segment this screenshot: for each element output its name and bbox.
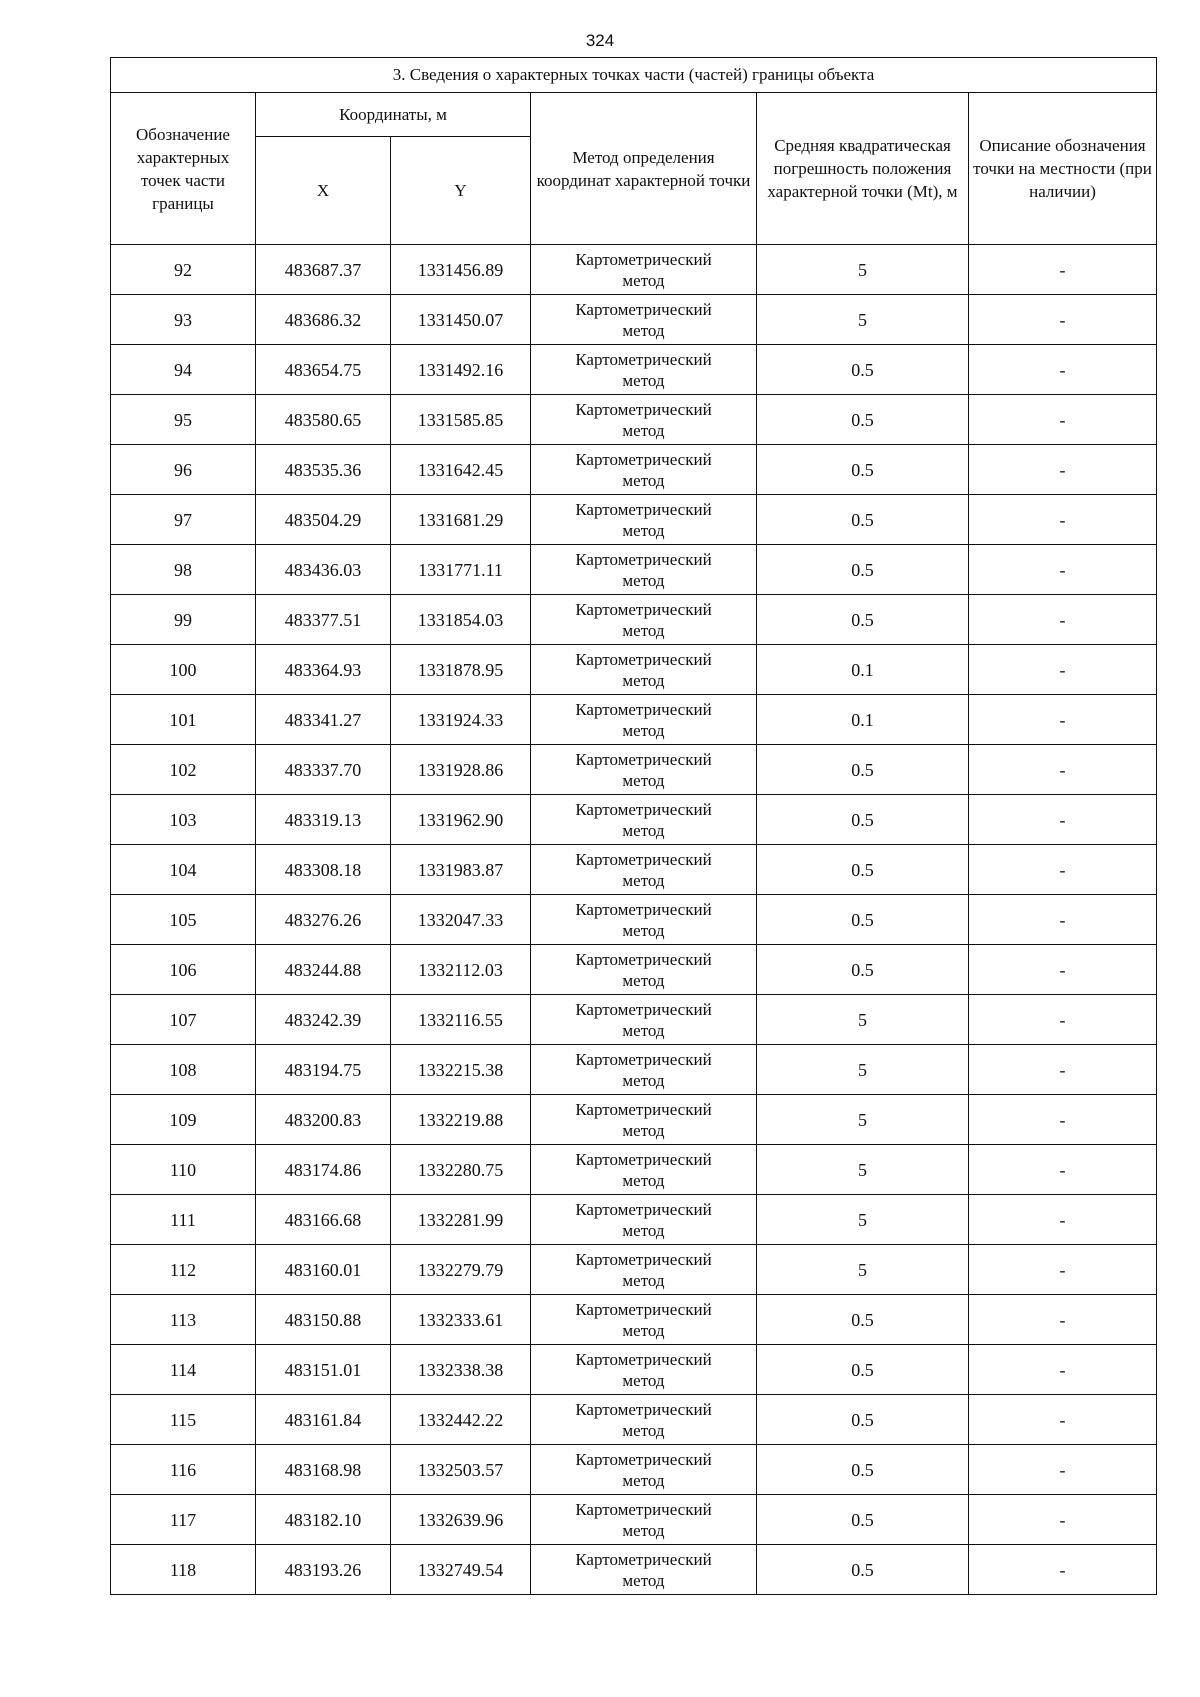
method-line-2: метод bbox=[622, 820, 665, 840]
cell-description: - bbox=[969, 545, 1157, 595]
method-line-2: метод bbox=[622, 570, 665, 590]
cell-method bbox=[531, 445, 757, 495]
table-row bbox=[111, 795, 1157, 845]
cell-y: 1332442.22 bbox=[391, 1395, 531, 1445]
table-row bbox=[111, 1395, 1157, 1445]
cell-method bbox=[531, 495, 757, 545]
method-line-1: Картометрический bbox=[575, 499, 712, 519]
cell-x: 483276.26 bbox=[256, 895, 391, 945]
table-row bbox=[111, 645, 1157, 695]
cell-method bbox=[531, 1345, 757, 1395]
method-line-2: метод bbox=[622, 1370, 665, 1390]
cell-description: - bbox=[969, 1095, 1157, 1145]
cell-method bbox=[531, 1145, 757, 1195]
cell-x: 483174.86 bbox=[256, 1145, 391, 1195]
cell-error: 0.5 bbox=[757, 1295, 969, 1345]
method-line-1: Картометрический bbox=[575, 1199, 712, 1219]
cell-point: 98 bbox=[111, 545, 256, 595]
cell-point: 113 bbox=[111, 1295, 256, 1345]
cell-x: 483242.39 bbox=[256, 995, 391, 1045]
cell-error: 5 bbox=[757, 1195, 969, 1245]
method-line-2: метод bbox=[622, 770, 665, 790]
cell-x: 483341.27 bbox=[256, 695, 391, 745]
method-line-2: метод bbox=[622, 670, 665, 690]
cell-error: 5 bbox=[757, 1095, 969, 1145]
method-line-1: Картометрический bbox=[575, 1149, 712, 1169]
method-line-2: метод bbox=[622, 1170, 665, 1190]
method-line-2: метод bbox=[622, 1320, 665, 1340]
cell-error: 5 bbox=[757, 295, 969, 345]
method-line-1: Картометрический bbox=[575, 699, 712, 719]
cell-y: 1332333.61 bbox=[391, 1295, 531, 1345]
method-line-2: метод bbox=[622, 1420, 665, 1440]
header-x: X bbox=[256, 137, 391, 245]
cell-method bbox=[531, 1545, 757, 1595]
table-row bbox=[111, 495, 1157, 545]
method-line-2: метод bbox=[622, 1470, 665, 1490]
cell-description: - bbox=[969, 345, 1157, 395]
cell-description: - bbox=[969, 495, 1157, 545]
cell-point: 107 bbox=[111, 995, 256, 1045]
cell-x: 483337.70 bbox=[256, 745, 391, 795]
cell-method bbox=[531, 545, 757, 595]
table-row bbox=[111, 1345, 1157, 1395]
cell-y: 1331681.29 bbox=[391, 495, 531, 545]
cell-description: - bbox=[969, 745, 1157, 795]
method-line-1: Картометрический bbox=[575, 799, 712, 819]
cell-description: - bbox=[969, 395, 1157, 445]
method-line-2: метод bbox=[622, 970, 665, 990]
cell-y: 1332112.03 bbox=[391, 945, 531, 995]
cell-error: 0.5 bbox=[757, 595, 969, 645]
cell-error: 0.5 bbox=[757, 545, 969, 595]
cell-x: 483161.84 bbox=[256, 1395, 391, 1445]
method-line-2: метод bbox=[622, 1020, 665, 1040]
cell-x: 483194.75 bbox=[256, 1045, 391, 1095]
boundary-points-table bbox=[110, 57, 1157, 1595]
table-row bbox=[111, 895, 1157, 945]
cell-point: 112 bbox=[111, 1245, 256, 1295]
cell-y: 1331585.85 bbox=[391, 395, 531, 445]
method-line-2: метод bbox=[622, 320, 665, 340]
table-row bbox=[111, 345, 1157, 395]
method-line-1: Картометрический bbox=[575, 1549, 712, 1569]
method-line-2: метод bbox=[622, 620, 665, 640]
method-line-1: Картометрический bbox=[575, 749, 712, 769]
method-line-2: метод bbox=[622, 270, 665, 290]
table-row bbox=[111, 595, 1157, 645]
cell-x: 483580.65 bbox=[256, 395, 391, 445]
method-line-1: Картометрический bbox=[575, 949, 712, 969]
method-line-1: Картометрический bbox=[575, 449, 712, 469]
method-line-1: Картометрический bbox=[575, 1449, 712, 1469]
cell-method bbox=[531, 1445, 757, 1495]
cell-point: 115 bbox=[111, 1395, 256, 1445]
cell-point: 100 bbox=[111, 645, 256, 695]
method-line-1: Картометрический bbox=[575, 649, 712, 669]
cell-error: 5 bbox=[757, 1045, 969, 1095]
cell-description: - bbox=[969, 1395, 1157, 1445]
cell-point: 101 bbox=[111, 695, 256, 745]
cell-point: 105 bbox=[111, 895, 256, 945]
cell-point: 99 bbox=[111, 595, 256, 645]
cell-description: - bbox=[969, 1445, 1157, 1495]
cell-x: 483654.75 bbox=[256, 345, 391, 395]
cell-x: 483436.03 bbox=[256, 545, 391, 595]
cell-point: 94 bbox=[111, 345, 256, 395]
cell-y: 1332280.75 bbox=[391, 1145, 531, 1195]
cell-method bbox=[531, 1095, 757, 1145]
method-line-1: Картометрический bbox=[575, 1099, 712, 1119]
table-row bbox=[111, 1495, 1157, 1545]
cell-method bbox=[531, 345, 757, 395]
method-line-1: Картометрический bbox=[575, 1249, 712, 1269]
cell-method bbox=[531, 745, 757, 795]
cell-error: 0.5 bbox=[757, 1495, 969, 1545]
method-line-1: Картометрический bbox=[575, 249, 712, 269]
page-number: 324 bbox=[585, 31, 615, 50]
cell-method bbox=[531, 995, 757, 1045]
cell-y: 1331642.45 bbox=[391, 445, 531, 495]
cell-description: - bbox=[969, 1195, 1157, 1245]
cell-description: - bbox=[969, 795, 1157, 845]
cell-y: 1332279.79 bbox=[391, 1245, 531, 1295]
cell-y: 1332338.38 bbox=[391, 1345, 531, 1395]
header-y: Y bbox=[391, 137, 531, 245]
cell-method bbox=[531, 245, 757, 295]
cell-error: 0.5 bbox=[757, 745, 969, 795]
method-line-1: Картометрический bbox=[575, 999, 712, 1019]
cell-point: 104 bbox=[111, 845, 256, 895]
method-line-1: Картометрический bbox=[575, 1349, 712, 1369]
cell-x: 483244.88 bbox=[256, 945, 391, 995]
cell-description: - bbox=[969, 1295, 1157, 1345]
cell-y: 1331456.89 bbox=[391, 245, 531, 295]
cell-description: - bbox=[969, 895, 1157, 945]
cell-point: 95 bbox=[111, 395, 256, 445]
cell-description: - bbox=[969, 1345, 1157, 1395]
cell-error: 0.1 bbox=[757, 645, 969, 695]
method-line-2: метод bbox=[622, 1120, 665, 1140]
cell-x: 483151.01 bbox=[256, 1345, 391, 1395]
cell-description: - bbox=[969, 295, 1157, 345]
method-line-1: Картометрический bbox=[575, 1499, 712, 1519]
cell-description: - bbox=[969, 695, 1157, 745]
cell-description: - bbox=[969, 595, 1157, 645]
cell-method bbox=[531, 1395, 757, 1445]
cell-x: 483319.13 bbox=[256, 795, 391, 845]
cell-error: 0.5 bbox=[757, 495, 969, 545]
cell-x: 483150.88 bbox=[256, 1295, 391, 1345]
method-line-1: Картометрический bbox=[575, 1399, 712, 1419]
method-line-2: метод bbox=[622, 1570, 665, 1590]
cell-point: 114 bbox=[111, 1345, 256, 1395]
table-row bbox=[111, 1095, 1157, 1145]
cell-y: 1331928.86 bbox=[391, 745, 531, 795]
cell-x: 483193.26 bbox=[256, 1545, 391, 1595]
cell-description: - bbox=[969, 1145, 1157, 1195]
header-coordinates: Координаты, м bbox=[256, 93, 531, 137]
method-line-1: Картометрический bbox=[575, 849, 712, 869]
table-body bbox=[111, 245, 1157, 1595]
cell-description: - bbox=[969, 845, 1157, 895]
table-row bbox=[111, 995, 1157, 1045]
method-line-2: метод bbox=[622, 520, 665, 540]
cell-point: 117 bbox=[111, 1495, 256, 1545]
cell-point: 109 bbox=[111, 1095, 256, 1145]
cell-x: 483160.01 bbox=[256, 1245, 391, 1295]
cell-y: 1332639.96 bbox=[391, 1495, 531, 1545]
cell-point: 92 bbox=[111, 245, 256, 295]
cell-point: 111 bbox=[111, 1195, 256, 1245]
cell-x: 483166.68 bbox=[256, 1195, 391, 1245]
cell-description: - bbox=[969, 945, 1157, 995]
cell-y: 1332215.38 bbox=[391, 1045, 531, 1095]
cell-x: 483364.93 bbox=[256, 645, 391, 695]
method-line-1: Картометрический bbox=[575, 1299, 712, 1319]
cell-error: 0.5 bbox=[757, 795, 969, 845]
table-row bbox=[111, 395, 1157, 445]
cell-y: 1332219.88 bbox=[391, 1095, 531, 1145]
table-row bbox=[111, 745, 1157, 795]
header-point-designation: Обозначение характерных точек части границы bbox=[111, 93, 256, 245]
table-row bbox=[111, 445, 1157, 495]
cell-error: 0.5 bbox=[757, 345, 969, 395]
method-line-2: метод bbox=[622, 1520, 665, 1540]
cell-x: 483308.18 bbox=[256, 845, 391, 895]
cell-description: - bbox=[969, 1495, 1157, 1545]
table-title: 3. Сведения о характерных точках части (частей) границы объекта bbox=[111, 58, 1157, 93]
cell-description: - bbox=[969, 1045, 1157, 1095]
cell-y: 1332503.57 bbox=[391, 1445, 531, 1495]
header-method: Метод определения координат характерной точки bbox=[531, 93, 757, 245]
cell-method bbox=[531, 1045, 757, 1095]
cell-method bbox=[531, 895, 757, 945]
cell-method bbox=[531, 695, 757, 745]
cell-error: 0.5 bbox=[757, 845, 969, 895]
method-line-1: Картометрический bbox=[575, 549, 712, 569]
cell-point: 110 bbox=[111, 1145, 256, 1195]
cell-x: 483686.32 bbox=[256, 295, 391, 345]
cell-y: 1331492.16 bbox=[391, 345, 531, 395]
cell-error: 0.5 bbox=[757, 445, 969, 495]
table-row bbox=[111, 1445, 1157, 1495]
method-line-2: метод bbox=[622, 420, 665, 440]
cell-method bbox=[531, 395, 757, 445]
cell-point: 103 bbox=[111, 795, 256, 845]
table-row bbox=[111, 695, 1157, 745]
cell-error: 5 bbox=[757, 1145, 969, 1195]
cell-method bbox=[531, 295, 757, 345]
cell-description: - bbox=[969, 1245, 1157, 1295]
method-line-2: метод bbox=[622, 1220, 665, 1240]
cell-x: 483504.29 bbox=[256, 495, 391, 545]
cell-x: 483377.51 bbox=[256, 595, 391, 645]
method-line-2: метод bbox=[622, 370, 665, 390]
cell-error: 0.5 bbox=[757, 1545, 969, 1595]
table-row bbox=[111, 1545, 1157, 1595]
cell-x: 483535.36 bbox=[256, 445, 391, 495]
table-row bbox=[111, 1145, 1157, 1195]
method-line-1: Картометрический bbox=[575, 399, 712, 419]
method-line-2: метод bbox=[622, 470, 665, 490]
cell-method bbox=[531, 1295, 757, 1345]
cell-y: 1332047.33 bbox=[391, 895, 531, 945]
cell-x: 483168.98 bbox=[256, 1445, 391, 1495]
cell-point: 116 bbox=[111, 1445, 256, 1495]
cell-point: 102 bbox=[111, 745, 256, 795]
cell-method bbox=[531, 595, 757, 645]
method-line-1: Картометрический bbox=[575, 299, 712, 319]
method-line-2: метод bbox=[622, 720, 665, 740]
table-row bbox=[111, 245, 1157, 295]
cell-y: 1331983.87 bbox=[391, 845, 531, 895]
cell-y: 1331854.03 bbox=[391, 595, 531, 645]
cell-method bbox=[531, 945, 757, 995]
method-line-1: Картометрический bbox=[575, 349, 712, 369]
cell-point: 108 bbox=[111, 1045, 256, 1095]
cell-x: 483182.10 bbox=[256, 1495, 391, 1545]
cell-method bbox=[531, 795, 757, 845]
cell-error: 0.5 bbox=[757, 1345, 969, 1395]
cell-description: - bbox=[969, 1545, 1157, 1595]
method-line-1: Картометрический bbox=[575, 1049, 712, 1069]
cell-error: 0.1 bbox=[757, 695, 969, 745]
cell-y: 1331924.33 bbox=[391, 695, 531, 745]
cell-point: 96 bbox=[111, 445, 256, 495]
table-row bbox=[111, 845, 1157, 895]
cell-description: - bbox=[969, 995, 1157, 1045]
table-row bbox=[111, 945, 1157, 995]
method-line-2: метод bbox=[622, 1070, 665, 1090]
cell-method bbox=[531, 645, 757, 695]
cell-error: 5 bbox=[757, 245, 969, 295]
cell-y: 1331771.11 bbox=[391, 545, 531, 595]
cell-method bbox=[531, 1245, 757, 1295]
table-row bbox=[111, 545, 1157, 595]
cell-point: 106 bbox=[111, 945, 256, 995]
cell-error: 0.5 bbox=[757, 895, 969, 945]
cell-x: 483687.37 bbox=[256, 245, 391, 295]
table-row bbox=[111, 1245, 1157, 1295]
table-row bbox=[111, 295, 1157, 345]
table-row bbox=[111, 1045, 1157, 1095]
cell-y: 1331878.95 bbox=[391, 645, 531, 695]
cell-method bbox=[531, 1495, 757, 1545]
method-line-1: Картометрический bbox=[575, 599, 712, 619]
cell-method bbox=[531, 1195, 757, 1245]
cell-method bbox=[531, 845, 757, 895]
cell-error: 0.5 bbox=[757, 1445, 969, 1495]
header-mean-error: Средняя квадратическая погрешность положения характерной точки (Mt), м bbox=[757, 93, 969, 245]
cell-y: 1332116.55 bbox=[391, 995, 531, 1045]
cell-y: 1332749.54 bbox=[391, 1545, 531, 1595]
cell-description: - bbox=[969, 645, 1157, 695]
cell-error: 5 bbox=[757, 995, 969, 1045]
method-line-1: Картометрический bbox=[575, 899, 712, 919]
method-line-2: метод bbox=[622, 920, 665, 940]
cell-error: 5 bbox=[757, 1245, 969, 1295]
cell-error: 0.5 bbox=[757, 1395, 969, 1445]
cell-error: 0.5 bbox=[757, 395, 969, 445]
table-row bbox=[111, 1195, 1157, 1245]
cell-x: 483200.83 bbox=[256, 1095, 391, 1145]
cell-description: - bbox=[969, 445, 1157, 495]
method-line-2: метод bbox=[622, 1270, 665, 1290]
cell-y: 1331450.07 bbox=[391, 295, 531, 345]
method-line-2: метод bbox=[622, 870, 665, 890]
cell-point: 97 bbox=[111, 495, 256, 545]
table-header bbox=[111, 58, 1157, 245]
cell-point: 118 bbox=[111, 1545, 256, 1595]
cell-error: 0.5 bbox=[757, 945, 969, 995]
header-description: Описание обозначения точки на местности (при наличии) bbox=[969, 93, 1157, 245]
cell-point: 93 bbox=[111, 295, 256, 345]
cell-y: 1332281.99 bbox=[391, 1195, 531, 1245]
table-row bbox=[111, 1295, 1157, 1345]
cell-y: 1331962.90 bbox=[391, 795, 531, 845]
cell-description: - bbox=[969, 245, 1157, 295]
